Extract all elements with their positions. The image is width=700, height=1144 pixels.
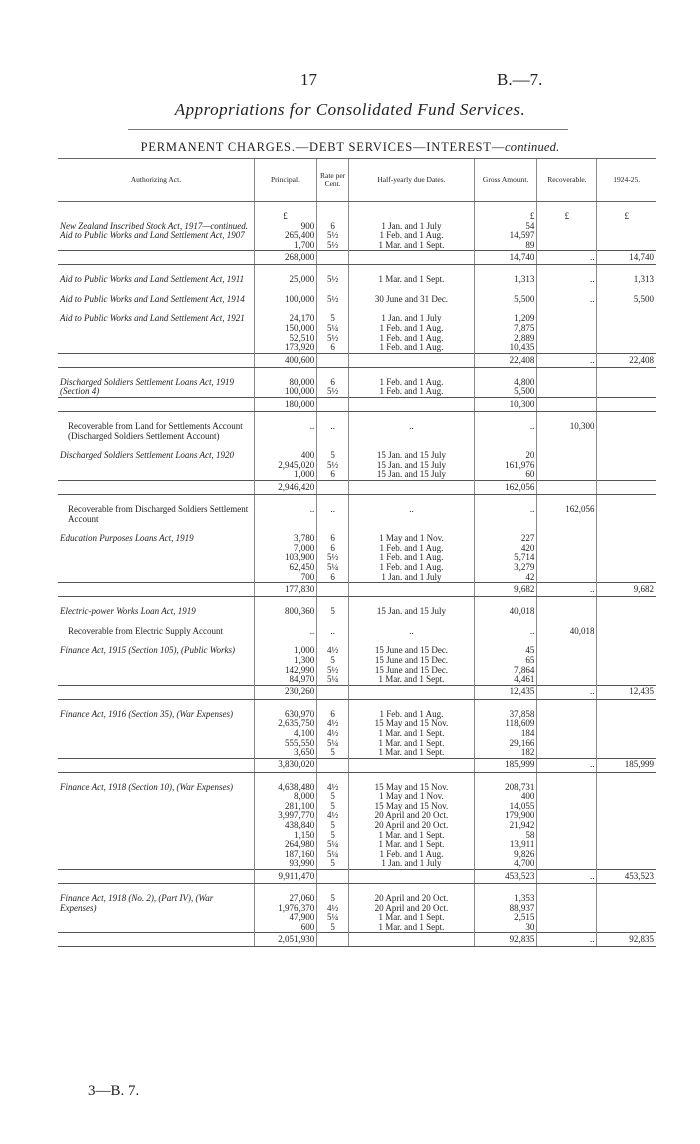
- table-row: [58, 646, 656, 685]
- dates-cell: 15 Jan. and 15 July: [348, 607, 474, 617]
- act-name: Aid to Public Works and Land Settlement Act, 1914: [60, 293, 245, 304]
- subtotal-row: [58, 251, 656, 265]
- act-name: Finance Act, 1918 (No. 2), (Part IV), (War Expenses): [60, 893, 214, 913]
- spacer-cell: [597, 772, 656, 783]
- currency-principal: £: [254, 202, 316, 222]
- subtotal-gross: 162,056: [474, 481, 536, 495]
- dates-cell: ..: [348, 505, 474, 524]
- appropriations-table: [58, 158, 656, 947]
- recoverable-cell: [537, 314, 597, 353]
- gross-cell: 4,800 5,500: [474, 378, 536, 398]
- subtotal-dates: [348, 353, 474, 367]
- principal-cell: 400 2,945,020 1,000: [254, 451, 316, 480]
- spacer-cell: [254, 617, 316, 627]
- subtotal-label: [58, 481, 254, 495]
- principal-cell: 1,000 1,300 142,990 84,970: [254, 646, 316, 685]
- table-row: [58, 275, 656, 285]
- rate-cell: 5 5¼ 5½ 6: [317, 314, 349, 353]
- recoverable-cell: [537, 378, 597, 398]
- spacer-cell: [597, 884, 656, 895]
- subtotal-label: [58, 685, 254, 699]
- spacer-cell: [537, 699, 597, 710]
- subtotal-principal: 230,260: [254, 685, 316, 699]
- subtotal-principal: 268,000: [254, 251, 316, 265]
- gross-cell: 45 65 7,864 4,461: [474, 646, 536, 685]
- spacer-cell: [597, 617, 656, 627]
- act-name: Aid to Public Works and Land Settlement Act, 1921: [60, 313, 245, 324]
- subtotal-year: 92,835: [597, 933, 656, 947]
- spacer-cell: [597, 597, 656, 608]
- subtotal-gross: 12,435: [474, 685, 536, 699]
- principal-cell: 24,170 150,000 52,510 173,920: [254, 314, 316, 353]
- table-header-row: [58, 159, 656, 202]
- rate-cell: 4½ 5 5½ 5¼: [317, 646, 349, 685]
- subtotal-row: [58, 398, 656, 412]
- spacer-cell: [474, 412, 536, 423]
- currency-year: £: [597, 202, 656, 222]
- subtotal-gross: 14,740: [474, 251, 536, 265]
- table-row: [58, 783, 656, 870]
- spacer-cell: [474, 495, 536, 506]
- recoverable-cell: [537, 534, 597, 582]
- subtotal-row: [58, 933, 656, 947]
- spacer-cell: [254, 412, 316, 423]
- subtotal-recoverable: ..: [537, 758, 597, 772]
- recoverable-cell: [537, 222, 597, 251]
- table-row: [58, 222, 656, 251]
- spacer-cell: [597, 441, 656, 451]
- page-number: 17: [300, 70, 317, 89]
- gross-cell: 40,018: [474, 607, 536, 617]
- subtotal-recoverable: ..: [537, 251, 597, 265]
- spacer-cell: [537, 524, 597, 534]
- spacer-cell: [597, 304, 656, 314]
- subtotal-gross: 10,300: [474, 398, 536, 412]
- subtotal-row: [58, 481, 656, 495]
- spacer-cell: [537, 772, 597, 783]
- act-name: Discharged Soldiers Settlement Loans Act, 1919 (Section 4): [60, 376, 234, 397]
- gross-cell: ..: [474, 505, 536, 524]
- recoverable-description: Recoverable from Electric Supply Account: [68, 625, 223, 636]
- title-divider: [128, 129, 568, 130]
- subtotal-principal: 180,000: [254, 398, 316, 412]
- principal-cell: 800,360: [254, 607, 316, 617]
- recoverable-description: Recoverable from Land for Settlements Account (Discharged Soldiers Settlement Account): [68, 421, 243, 441]
- subtotal-year: 22,408: [597, 353, 656, 367]
- principal-cell: ..: [254, 627, 316, 637]
- spacer-cell: [254, 495, 316, 506]
- dates-cell: 15 June and 15 Dec. 15 June and 15 Dec. 15 June and 15 Dec. 1 Mar. and 1 Sept.: [348, 646, 474, 685]
- principal-cell: 630,970 2,635,750 4,100 555,550 3,650: [254, 710, 316, 758]
- currency-gross: £: [474, 202, 536, 222]
- col-header-act: Authorizing Act.: [58, 159, 254, 202]
- subtotal-recoverable: ..: [537, 583, 597, 597]
- col-header-gross: Gross Amount.: [474, 159, 536, 202]
- recoverable-cell: [537, 607, 597, 617]
- subtotal-label: [58, 398, 254, 412]
- act-name: Education Purposes Loans Act, 1919: [60, 533, 194, 544]
- col-header-year: 1924-25.: [597, 159, 656, 202]
- subtotal-rate: [317, 481, 349, 495]
- year-cell: [597, 314, 656, 353]
- gross-cell: 54 14,597 89: [474, 222, 536, 251]
- subtotal-dates: [348, 758, 474, 772]
- rate-cell: 6 5½ 5½: [317, 222, 349, 251]
- col-header-dates: Half-yearly due Dates.: [348, 159, 474, 202]
- rate-cell: 6 5½: [317, 378, 349, 398]
- rate-cell: 5 5½ 6: [317, 451, 349, 480]
- dates-cell: 15 Jan. and 15 July 15 Jan. and 15 July 15 Jan. and 15 July: [348, 451, 474, 480]
- subtotal-label: [58, 870, 254, 884]
- dates-cell: 1 Feb. and 1 Aug. 15 May and 15 Nov. 1 Mar. and 1 Sept. 1 Mar. and 1 Sept. 1 Mar. and 1 Sept.: [348, 710, 474, 758]
- subtotal-recoverable: [537, 481, 597, 495]
- spacer-cell: [537, 441, 597, 451]
- dates-cell: 1 May and 1 Nov. 1 Feb. and 1 Aug. 1 Feb. and 1 Aug. 1 Feb. and 1 Aug. 1 Jan. and 1 July: [348, 534, 474, 582]
- subtotal-principal: 400,600: [254, 353, 316, 367]
- rate-cell: 5½: [317, 295, 349, 305]
- subtotal-year: [597, 481, 656, 495]
- subtotal-year: 185,999: [597, 758, 656, 772]
- year-cell: [597, 894, 656, 933]
- subtotal-label: [58, 583, 254, 597]
- recoverable-cell: [537, 710, 597, 758]
- subtitle-main: PERMANENT CHARGES.—DEBT SERVICES—INTEREST—: [140, 140, 506, 154]
- dates-cell: 15 May and 15 Nov. 1 May and 1 Nov. 15 May and 15 Nov. 20 April and 20 Oct. 20 April and 20 Oct. 1 Mar. and 1 Sept. 1 Mar. and 1 Sept. 1 Feb. and 1 Aug. 1 Jan. and 1 July: [348, 783, 474, 870]
- subtotal-row: [58, 870, 656, 884]
- table-row: [58, 295, 656, 305]
- act-name: Finance Act, 1918 (Section 10), (War Expenses): [60, 781, 233, 792]
- gross-cell: 5,500: [474, 295, 536, 305]
- gross-cell: 1,209 7,875 2,889 10,435: [474, 314, 536, 353]
- spacer-cell: [537, 265, 597, 276]
- recoverable-cell: [537, 894, 597, 933]
- act-name: Finance Act, 1915 (Section 105), (Public Works): [60, 645, 235, 656]
- col-header-rate: Rate per Cent.: [317, 159, 349, 202]
- recoverable-cell: [537, 451, 597, 480]
- year-cell: [597, 710, 656, 758]
- year-cell: [597, 627, 656, 637]
- dates-cell: 20 April and 20 Oct. 20 April and 20 Oct. 1 Mar. and 1 Sept. 1 Mar. and 1 Sept.: [348, 894, 474, 933]
- subtotal-rate: [317, 758, 349, 772]
- spacer-cell: [537, 285, 597, 295]
- currency-row: [58, 202, 656, 222]
- gross-cell: 20 161,976 60: [474, 451, 536, 480]
- principal-cell: 100,000: [254, 295, 316, 305]
- year-cell: [597, 451, 656, 480]
- principal-cell: 25,000: [254, 275, 316, 285]
- subtotal-label: [58, 353, 254, 367]
- subtotal-row: [58, 758, 656, 772]
- subtotal-gross: 92,835: [474, 933, 536, 947]
- principal-cell: 4,638,480 8,000 281,100 3,997,770 438,840 1,150 264,980 187,160 93,990: [254, 783, 316, 870]
- principal-cell: 27,060 1,976,370 47,900 600: [254, 894, 316, 933]
- recoverable-row: [58, 505, 656, 524]
- spacer-cell: [597, 367, 656, 378]
- spacer-cell: [537, 884, 597, 895]
- gross-cell: 37,858 118,609 184 29,166 182: [474, 710, 536, 758]
- subtotal-principal: 2,946,420: [254, 481, 316, 495]
- rate-cell: 5: [317, 607, 349, 617]
- rate-cell: ..: [317, 422, 349, 441]
- year-cell: 1,313: [597, 275, 656, 285]
- dates-cell: 1 Jan. and 1 July 1 Feb. and 1 Aug. 1 Mar. and 1 Sept.: [348, 222, 474, 251]
- subtotal-rate: [317, 251, 349, 265]
- dates-cell: 1 Mar. and 1 Sept.: [348, 275, 474, 285]
- subtotal-label: [58, 933, 254, 947]
- subtotal-principal: 3,830,020: [254, 758, 316, 772]
- subtotal-label: [58, 251, 254, 265]
- page-title: Appropriations for Consolidated Fund Services.: [174, 100, 526, 119]
- act-name: Discharged Soldiers Settlement Loans Act, 1920: [60, 450, 234, 461]
- subtotal-year: [597, 398, 656, 412]
- section-subtitle: [0, 140, 700, 155]
- year-cell: [597, 422, 656, 441]
- rate-cell: 5½: [317, 275, 349, 285]
- subtotal-label: [58, 758, 254, 772]
- gross-cell: 1,353 88,937 2,515 30: [474, 894, 536, 933]
- subtotal-recoverable: ..: [537, 685, 597, 699]
- principal-cell: ..: [254, 422, 316, 441]
- col-header-recoverable: Recoverable.: [537, 159, 597, 202]
- year-cell: [597, 783, 656, 870]
- currency-recoverable: £: [537, 202, 597, 222]
- spacer-cell: [537, 304, 597, 314]
- subtotal-dates: [348, 933, 474, 947]
- spacer-cell: [474, 617, 536, 627]
- table-row: [58, 378, 656, 398]
- subtotal-dates: [348, 583, 474, 597]
- dates-cell: 1 Jan. and 1 July 1 Feb. and 1 Aug. 1 Feb. and 1 Aug. 1 Feb. and 1 Aug.: [348, 314, 474, 353]
- subtotal-rate: [317, 933, 349, 947]
- recoverable-cell: 40,018: [537, 627, 597, 637]
- rate-cell: ..: [317, 505, 349, 524]
- year-cell: 5,500: [597, 295, 656, 305]
- recoverable-cell: ..: [537, 295, 597, 305]
- act-name: New Zealand Inscribed Stock Act, 1917—continued. Aid to Public Works and Land Settlement Act, 1907: [60, 220, 249, 241]
- col-header-principal: Principal.: [254, 159, 316, 202]
- gross-cell: ..: [474, 422, 536, 441]
- year-cell: [597, 607, 656, 617]
- subtotal-principal: 9,911,470: [254, 870, 316, 884]
- recoverable-cell: 10,300: [537, 422, 597, 441]
- principal-cell: ..: [254, 505, 316, 524]
- year-cell: [597, 534, 656, 582]
- recoverable-cell: 162,056: [537, 505, 597, 524]
- subtotal-rate: [317, 398, 349, 412]
- subtotal-year: 9,682: [597, 583, 656, 597]
- subtotal-principal: 2,051,930: [254, 933, 316, 947]
- rate-cell: 6 6 5½ 5¼ 6: [317, 534, 349, 582]
- principal-cell: 80,000 100,000: [254, 378, 316, 398]
- spacer-cell: [597, 636, 656, 646]
- recoverable-description: Recoverable from Discharged Soldiers Settlement Account: [68, 504, 249, 524]
- subtotal-principal: 177,830: [254, 583, 316, 597]
- act-name: Electric-power Works Loan Act, 1919: [60, 606, 196, 617]
- spacer-cell: [537, 597, 597, 608]
- year-cell: [597, 505, 656, 524]
- rate-cell: 6 4½ 4½ 5¼ 5: [317, 710, 349, 758]
- dates-cell: ..: [348, 627, 474, 637]
- subtotal-gross: 453,523: [474, 870, 536, 884]
- gross-cell: 1,313: [474, 275, 536, 285]
- subtotal-rate: [317, 685, 349, 699]
- gross-cell: ..: [474, 627, 536, 637]
- subtotal-rate: [317, 870, 349, 884]
- subtotal-row: [58, 583, 656, 597]
- table-row: [58, 710, 656, 758]
- year-cell: [597, 222, 656, 251]
- page-reference: B.—7.: [497, 70, 543, 89]
- spacer-cell: [537, 636, 597, 646]
- year-cell: [597, 378, 656, 398]
- table-row: [58, 314, 656, 353]
- subtotal-dates: [348, 398, 474, 412]
- dates-cell: 1 Feb. and 1 Aug. 1 Feb. and 1 Aug.: [348, 378, 474, 398]
- subtotal-row: [58, 353, 656, 367]
- rate-cell: 4½ 5 5 4½ 5 5 5¼ 5¼ 5: [317, 783, 349, 870]
- year-cell: [597, 646, 656, 685]
- recoverable-row: [58, 627, 656, 637]
- gross-cell: 227 420 5,714 3,279 42: [474, 534, 536, 582]
- principal-cell: 900 265,400 1,700: [254, 222, 316, 251]
- subtotal-row: [58, 685, 656, 699]
- subtotal-year: 453,523: [597, 870, 656, 884]
- recoverable-cell: [537, 646, 597, 685]
- subtotal-recoverable: [537, 398, 597, 412]
- dates-cell: ..: [348, 422, 474, 441]
- subtotal-dates: [348, 251, 474, 265]
- recoverable-cell: ..: [537, 275, 597, 285]
- spacer-cell: [597, 524, 656, 534]
- spacer-cell: [537, 367, 597, 378]
- recoverable-cell: [537, 783, 597, 870]
- rate-cell: 5 4½ 5¼ 5: [317, 894, 349, 933]
- subtotal-gross: 185,999: [474, 758, 536, 772]
- table-row: [58, 894, 656, 933]
- act-name: Finance Act, 1916 (Section 35), (War Expenses): [60, 708, 233, 719]
- subtotal-gross: 9,682: [474, 583, 536, 597]
- table-row: [58, 607, 656, 617]
- table-row: [58, 451, 656, 480]
- spacer-cell: [597, 699, 656, 710]
- subtotal-rate: [317, 583, 349, 597]
- spacer-cell: [597, 495, 656, 506]
- rate-cell: ..: [317, 627, 349, 637]
- subtotal-gross: 22,408: [474, 353, 536, 367]
- subtotal-dates: [348, 685, 474, 699]
- subtotal-recoverable: ..: [537, 353, 597, 367]
- principal-cell: 3,780 7,000 103,900 62,450 700: [254, 534, 316, 582]
- subtotal-recoverable: ..: [537, 870, 597, 884]
- subtotal-dates: [348, 481, 474, 495]
- subtotal-year: 12,435: [597, 685, 656, 699]
- dates-cell: 30 June and 31 Dec.: [348, 295, 474, 305]
- gross-cell: 208,731 400 14,055 179,900 21,942 58 13,911 9,826 4,700: [474, 783, 536, 870]
- recoverable-row: [58, 422, 656, 441]
- subtotal-recoverable: ..: [537, 933, 597, 947]
- act-name: Aid to Public Works and Land Settlement Act, 1911: [60, 274, 245, 285]
- footer-reference: 3—B. 7.: [88, 1083, 140, 1099]
- table-row: [58, 534, 656, 582]
- subtotal-year: 14,740: [597, 251, 656, 265]
- spacer-cell: [597, 412, 656, 423]
- subtotal-dates: [348, 870, 474, 884]
- subtotal-rate: [317, 353, 349, 367]
- subtitle-continued: continued.: [505, 140, 560, 154]
